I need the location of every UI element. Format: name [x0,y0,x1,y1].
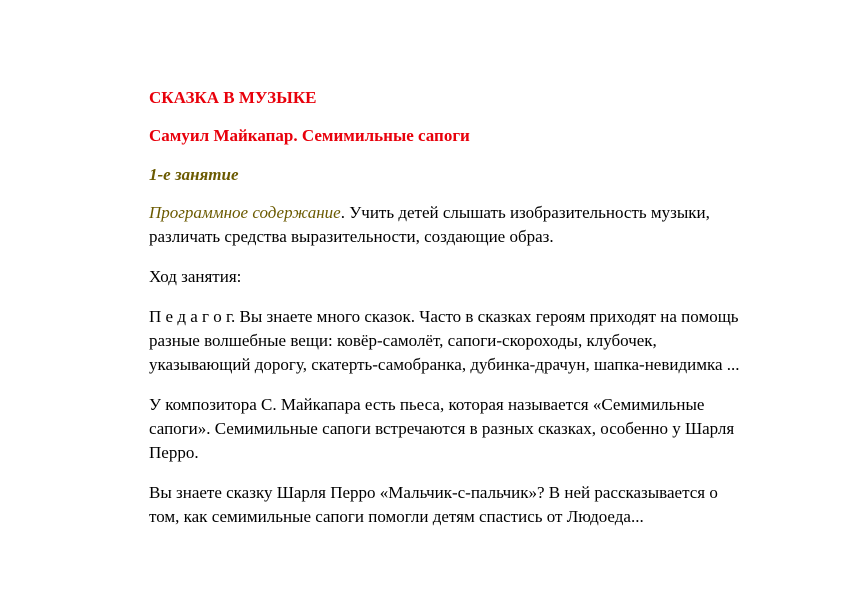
teacher-text: . Вы знаете много сказок. Часто в сказках героям приходят на помощь разные волшебные вещи: ковёр-самолёт, сапоги-скороходы, клубочек, указывающий дорогу, скатерть-самобранка, дубинка-драчун, шапка-невидимка ... [149,307,740,374]
document-subtitle-paragraph [149,124,749,148]
progress-heading-paragraph [149,265,749,289]
question-paragraph [149,481,749,529]
composer-paragraph [149,393,749,465]
progress-heading: Ход занятия: [149,267,242,286]
program-paragraph [149,201,749,249]
question-text: Вы знаете сказку Шарля Перро «Мальчик-с-пальчик»? В ней рассказывается о том, как семимильные сапоги помогли детям спастись от Людоеда... [149,483,718,526]
program-text: . Учить детей слышать изобразительность музыки, различать средства выразительности, создающие образ. [149,203,710,246]
teacher-paragraph [149,305,749,377]
document-title-paragraph [149,86,749,110]
document-subtitle: Самуил Майкапар. Семимильные сапоги [149,126,470,145]
composer-text: У композитора С. Майкапара есть пьеса, которая называется «Семимильные сапоги». Семимильные сапоги встречаются в разных сказках, особенно у Шарля Перро. [149,395,735,462]
lesson-number-paragraph [149,163,749,187]
document-body [149,86,749,545]
document-title: СКАЗКА В МУЗЫКЕ [149,88,317,107]
lesson-number: 1-е занятие [149,165,239,184]
program-label: Программное содержание [149,203,341,222]
teacher-label: П е д а г о г [149,307,232,326]
